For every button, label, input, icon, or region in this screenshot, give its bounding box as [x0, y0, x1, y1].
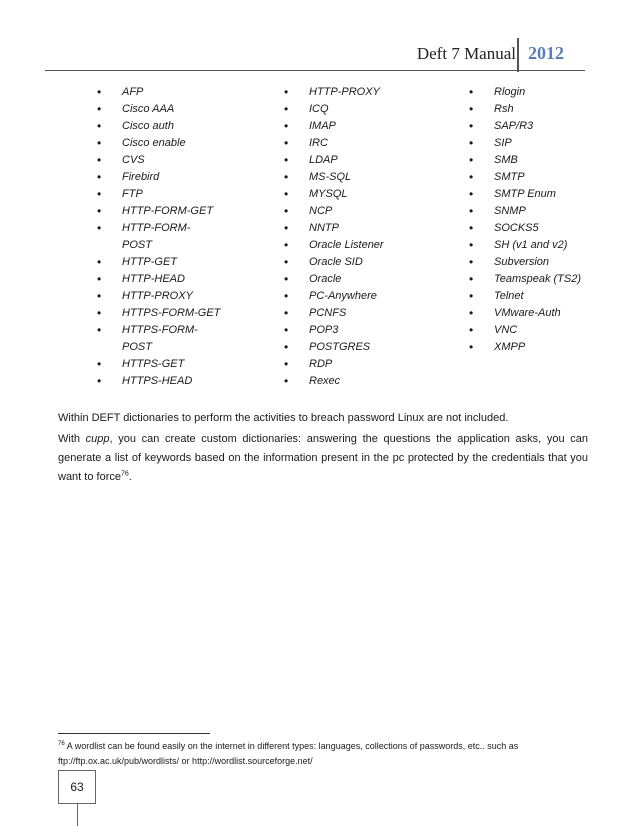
protocol-list-item: • Rlogin — [469, 84, 619, 101]
protocol-list-item: • IMAP — [284, 118, 434, 135]
protocol-list-item: • PCNFS — [284, 305, 434, 322]
header-rule — [45, 70, 585, 71]
protocol-list-item: • IRC — [284, 135, 434, 152]
protocol-list-item: • VNC — [469, 322, 619, 339]
protocol-list-item: • HTTP-PROXY — [284, 84, 434, 101]
protocol-list-item: • HTTPS-HEAD — [97, 373, 247, 390]
protocol-list-item: • Rexec — [284, 373, 434, 390]
footnote-reference[interactable]: 76 — [120, 470, 129, 478]
protocol-list-item: • Cisco AAA — [97, 101, 247, 118]
protocol-list-item: • Cisco enable — [97, 135, 247, 152]
protocol-list-item: • HTTP-PROXY — [97, 288, 247, 305]
protocol-list-item-line: • HTTP-FORM- — [122, 222, 191, 234]
protocol-list-item: • SMB — [469, 152, 619, 169]
protocol-list-item — [97, 220, 247, 254]
protocol-list-column-1 — [97, 84, 247, 390]
protocol-list-item: • NNTP — [284, 220, 434, 237]
protocol-list-item: • Teamspeak (TS2) — [469, 271, 619, 288]
protocol-list-item-line: POST — [122, 239, 152, 251]
protocol-list-item: • MYSQL — [284, 186, 434, 203]
header-year: 2012 — [528, 43, 564, 63]
protocol-list-item-line: POST — [122, 341, 152, 353]
protocol-list-item: • HTTP-FORM-GET — [97, 203, 247, 220]
protocol-list-item: • HTTP-GET — [97, 254, 247, 271]
protocol-list-item: • Rsh — [469, 101, 619, 118]
paragraph-body: , you can create custom dictionaries: answering the questions the application asks, you can generate a list of keywords based on the information present in the pc protected by the credentials that you want to force — [58, 433, 588, 483]
page-header — [0, 36, 638, 72]
protocol-list-item: • XMPP — [469, 339, 619, 356]
protocol-list-item: • NCP — [284, 203, 434, 220]
paragraph-dictionaries: Within DEFT dictionaries to perform the activities to breach password Linux are not included. — [58, 412, 509, 424]
protocol-list-item: • PC-Anywhere — [284, 288, 434, 305]
protocol-list-item: • HTTPS-GET — [97, 356, 247, 373]
protocol-list-item: • POSTGRES — [284, 339, 434, 356]
protocol-list-item: • ICQ — [284, 101, 434, 118]
protocol-list-item: • Firebird — [97, 169, 247, 186]
protocol-list-item: • SAP/R3 — [469, 118, 619, 135]
page-number-line — [77, 804, 78, 826]
protocol-list-item: • Oracle Listener — [284, 237, 434, 254]
protocol-list-item-line: • HTTPS-FORM- — [122, 324, 198, 336]
page-number: 63 — [58, 770, 96, 804]
protocol-list-item: • SOCKS5 — [469, 220, 619, 237]
protocol-list-item: • AFP — [97, 84, 247, 101]
protocol-list-item: • Subversion — [469, 254, 619, 271]
protocol-list-item — [97, 322, 247, 356]
protocol-list-item: • Telnet — [469, 288, 619, 305]
protocol-list-item: • MS-SQL — [284, 169, 434, 186]
protocol-list-item: • RDP — [284, 356, 434, 373]
manual-title: Deft 7 Manual — [416, 44, 516, 63]
cupp-tool-name: cupp — [85, 433, 110, 445]
protocol-list-item: • SH (v1 and v2) — [469, 237, 619, 254]
footnote — [58, 739, 598, 769]
protocol-list-item: • SNMP — [469, 203, 619, 220]
paragraph-end: . — [128, 471, 132, 483]
protocol-list-item: • CVS — [97, 152, 247, 169]
footnote-rule — [58, 733, 210, 734]
protocol-list-item: • POP3 — [284, 322, 434, 339]
footnote-number: 76 — [58, 741, 65, 747]
protocol-list-item: • SMTP Enum — [469, 186, 619, 203]
protocol-list-item: • HTTP-HEAD — [97, 271, 247, 288]
protocol-list-item: • Cisco auth — [97, 118, 247, 135]
protocol-list-column-2 — [284, 84, 434, 390]
protocol-list-item: • Oracle SID — [284, 254, 434, 271]
header-separator — [517, 38, 519, 72]
protocol-list-item: • SMTP — [469, 169, 619, 186]
protocol-list-item: • HTTPS-FORM-GET — [97, 305, 247, 322]
protocol-list-item: • SIP — [469, 135, 619, 152]
protocol-list-item: • LDAP — [284, 152, 434, 169]
footnote-text: A wordlist can be found easily on the internet in different types: languages, collections of passwords, etc.. such as ftp://ftp.ox.ac.uk/pub/wordlists/ or http://wordlist.sourceforge.net/ — [58, 741, 519, 766]
paragraph-lead: With — [58, 433, 86, 445]
protocol-list-item: • Oracle — [284, 271, 434, 288]
paragraph-cupp — [58, 430, 588, 487]
protocol-list-item: • VMware-Auth — [469, 305, 619, 322]
protocol-list-column-3 — [469, 84, 619, 356]
protocol-list-item: • FTP — [97, 186, 247, 203]
